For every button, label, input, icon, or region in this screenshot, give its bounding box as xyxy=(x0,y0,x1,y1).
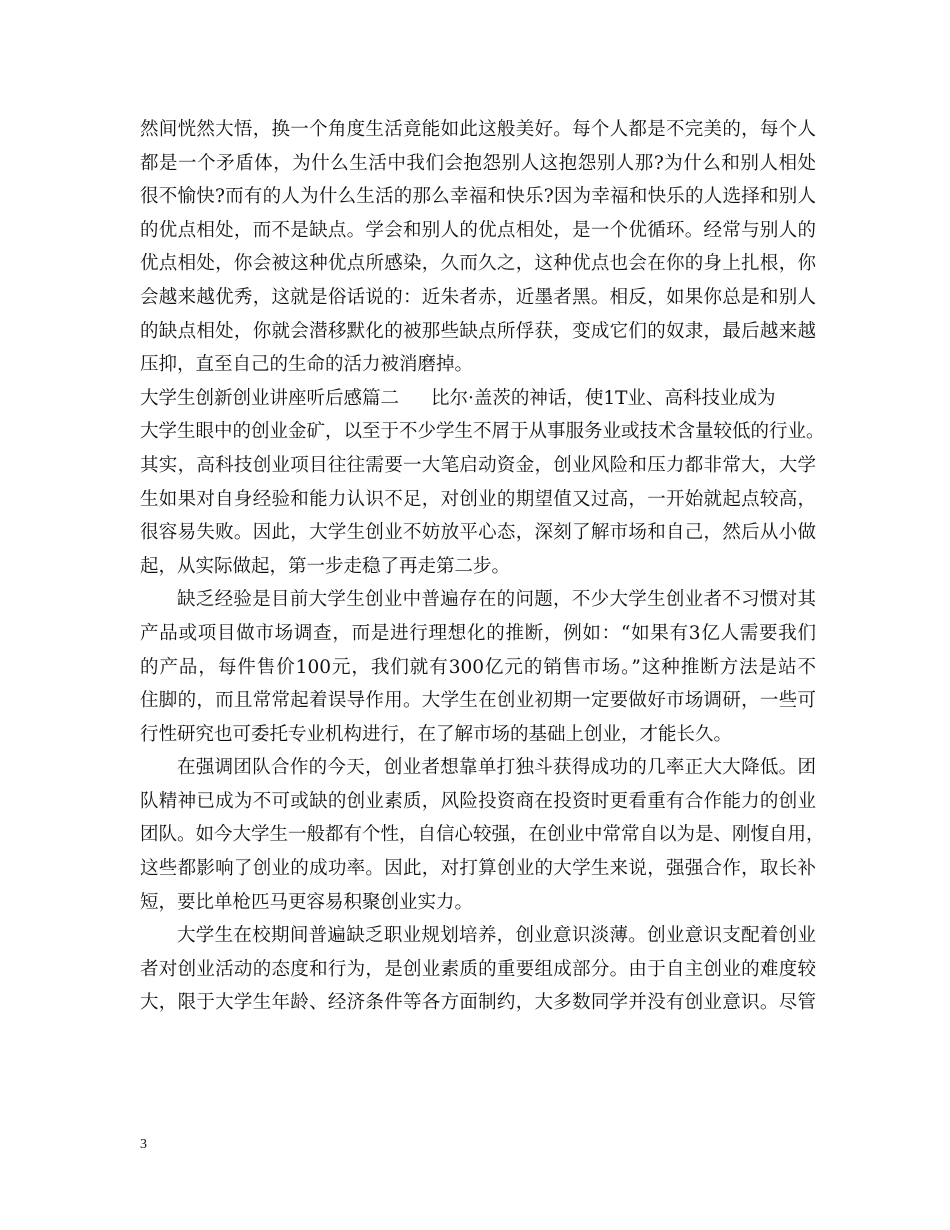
text-line: 这些都影响了创业的成功率。因此，对打算创业的大学生来说，强强合作，取长补 xyxy=(140,858,816,880)
section-title: 大学生创新创业讲座听后感篇二 xyxy=(140,387,400,409)
text-line: 很不愉快?而有的人为什么生活的那么幸福和快乐?因为幸福和快乐的人选择和别人 xyxy=(140,186,816,208)
text-line: 大学生眼中的创业金矿，以至于不少学生不屑于从事服务业或技术含量较低的行业。 xyxy=(140,421,825,443)
paragraph xyxy=(140,583,816,751)
page-number: 3 xyxy=(140,1137,147,1152)
paragraph xyxy=(140,113,816,382)
section-heading-line xyxy=(140,382,816,416)
paragraph xyxy=(140,415,825,583)
text-line: 大，限于大学生年龄、经济条件等各方面制约，大多数同学并没有创业意识。尽管 xyxy=(140,992,816,1014)
text-line: 都是一个矛盾体，为什么生活中我们会抱怨别人这抱怨别人那?为什么和别人相处 xyxy=(140,152,816,174)
text-line: 起，从实际做起，第一步走稳了再走第二步。 xyxy=(140,555,511,577)
text-line: 住脚的，而且常常起着误导作用。大学生在创业初期一定要做好市场调研，一些可 xyxy=(140,690,816,712)
text-line: 会越来越优秀，这就是俗话说的：近朱者赤，近墨者黑。相反，如果你总是和别人 xyxy=(140,286,816,308)
paragraph xyxy=(140,919,816,1020)
section-first-line-text: 比尔·盖茨的神话，使1T业、高科技业成为 xyxy=(431,387,776,409)
text-line: 队精神已成为不可或缺的创业素质，风险投资商在投资时更看重有合作能力的创业 xyxy=(140,790,816,812)
text-line: 产品或项目做市场调查，而是进行理想化的推断，例如：“如果有3亿人需要我们 xyxy=(140,622,816,644)
document-body xyxy=(140,113,825,1020)
text-line: 者对创业活动的态度和行为，是创业素质的重要组成部分。由于自主创业的难度较 xyxy=(140,958,816,980)
text-line: 大学生在校期间普遍缺乏职业规划培养，创业意识淡薄。创业意识支配着创业 xyxy=(177,925,816,947)
paragraph xyxy=(140,751,825,919)
text-line: 在强调团队合作的今天，创业者想靠单打独斗获得成功的几率正大大降低。团 xyxy=(177,757,816,779)
text-line: 的缺点相处，你就会潜移默化的被那些缺点所俘获，变成它们的奴隶，最后越来越 xyxy=(140,320,816,342)
text-line: 团队。如今大学生一般都有个性，自信心较强，在创业中常常自以为是、刚愎自用， xyxy=(140,824,825,846)
text-line: 优点相处，你会被这种优点所感染，久而久之，这种优点也会在你的身上扎根，你 xyxy=(140,253,816,275)
text-line: 行性研究也可委托专业机构进行，在了解市场的基础上创业，才能长久。 xyxy=(140,723,733,745)
text-line: 缺乏经验是目前大学生创业中普遍存在的问题，不少大学生创业者不习惯对其 xyxy=(177,589,816,611)
text-line: 然间恍然大悟，换一个角度生活竟能如此这般美好。每个人都是不完美的，每个人 xyxy=(140,119,816,140)
text-line: 很容易失败。因此，大学生创业不妨放平心态，深刻了解市场和自己，然后从小做 xyxy=(140,522,816,544)
text-line: 其实，高科技创业项目往往需要一大笔启动资金，创业风险和压力都非常大，大学 xyxy=(140,454,816,476)
text-line: 生如果对自身经验和能力认识不足，对创业的期望值又过高，一开始就起点较高， xyxy=(140,488,816,510)
text-line: 短，要比单枪匹马更容易积聚创业实力。 xyxy=(140,891,474,913)
text-line: 压抑，直至自己的生命的活力被消磨掉。 xyxy=(140,354,474,376)
text-line: 的产品，每件售价100元，我们就有300亿元的销售市场。”这种推断方法是站不 xyxy=(140,656,816,678)
text-line: 的优点相处，而不是缺点。学会和别人的优点相处，是一个优循环。经常与别人的 xyxy=(140,219,816,241)
